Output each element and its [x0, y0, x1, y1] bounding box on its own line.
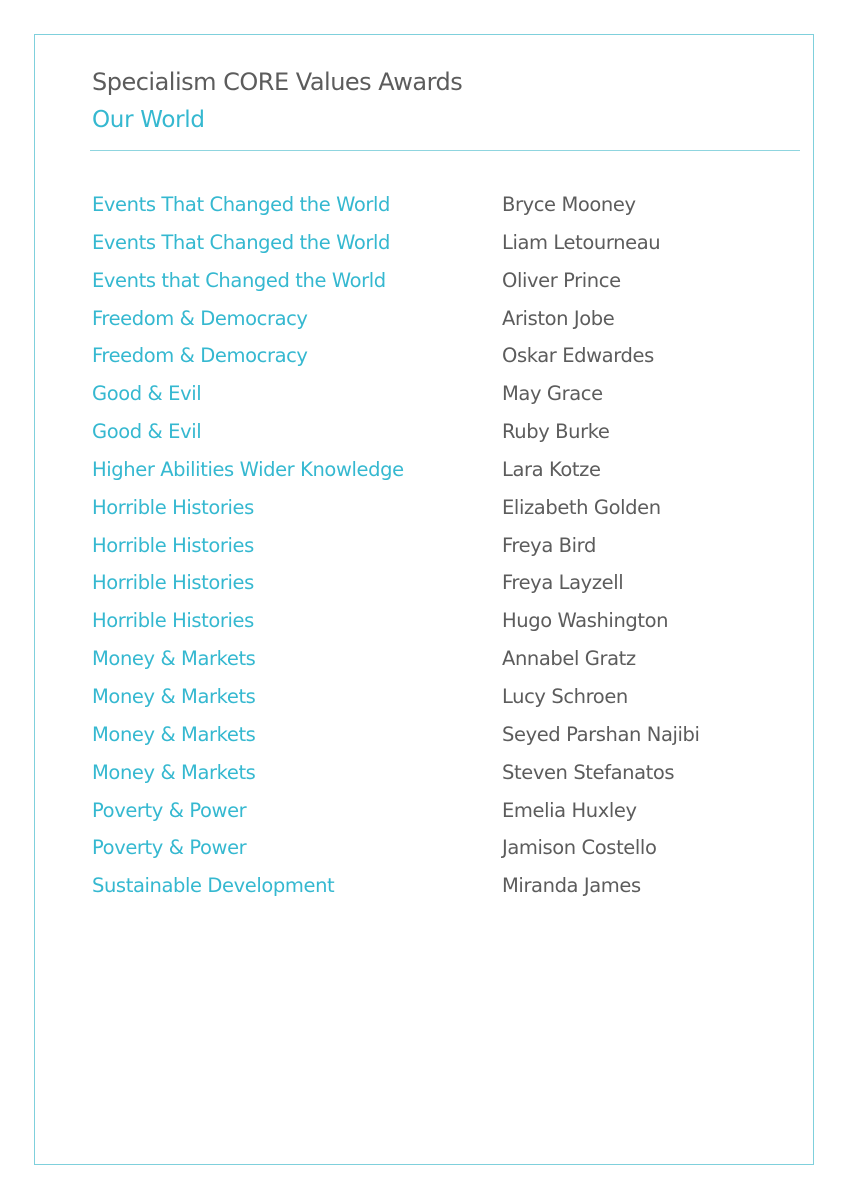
award-row [92, 337, 732, 375]
award-winner: Emelia Huxley [502, 798, 637, 822]
header-divider [90, 150, 800, 151]
award-winner: Bryce Mooney [502, 193, 636, 216]
award-category: Horrible Histories [92, 495, 254, 519]
award-winner: Annabel Gratz [502, 647, 636, 671]
award-winner: Liam Letourneau [502, 230, 661, 254]
award-category: Events that Changed the World [92, 268, 386, 292]
award-row [92, 829, 732, 867]
award-row [92, 640, 732, 678]
page-subtitle: Our World [92, 107, 205, 133]
award-winner: Elizabeth Golden [502, 495, 661, 519]
award-row [92, 564, 732, 602]
award-category: Money & Markets [92, 684, 256, 708]
award-category: Money & Markets [92, 722, 256, 746]
award-category: Money & Markets [92, 760, 256, 784]
award-winner: Ariston Jobe [502, 306, 615, 330]
award-category: Poverty & Power [92, 798, 247, 822]
award-winner: Lucy Schroen [502, 684, 628, 708]
award-row [92, 375, 732, 413]
award-winner: Lara Kotze [502, 457, 601, 481]
award-row [92, 186, 732, 224]
award-row [92, 300, 732, 338]
award-category: Money & Markets [92, 647, 256, 671]
award-winner: Oskar Edwardes [502, 344, 654, 368]
awards-list [92, 186, 732, 905]
award-category: Horrible Histories [92, 609, 254, 633]
award-winner: Oliver Prince [502, 268, 621, 292]
award-row [92, 224, 732, 262]
award-category: Poverty & Power [92, 836, 247, 860]
award-category: Sustainable Development [92, 874, 335, 898]
award-row [92, 867, 732, 905]
award-row [92, 413, 732, 451]
award-category: Horrible Histories [92, 533, 254, 557]
award-row [92, 792, 732, 830]
award-category: Horrible Histories [92, 571, 254, 595]
award-row [92, 451, 732, 489]
award-winner: May Grace [502, 382, 603, 406]
award-category: Good & Evil [92, 382, 202, 406]
award-winner: Ruby Burke [502, 420, 610, 444]
award-row [92, 489, 732, 527]
page-title: Specialism CORE Values Awards [92, 68, 463, 96]
award-category: Freedom & Democracy [92, 306, 308, 330]
award-row [92, 527, 732, 565]
award-row [92, 754, 732, 792]
award-row [92, 716, 732, 754]
award-category: Freedom & Democracy [92, 344, 308, 368]
award-winner: Freya Layzell [502, 571, 624, 595]
award-category: Events That Changed the World [92, 193, 391, 216]
award-winner: Miranda James [502, 874, 641, 898]
award-winner: Freya Bird [502, 533, 596, 557]
award-category: Good & Evil [92, 420, 202, 444]
award-category: Events That Changed the World [92, 230, 391, 254]
award-winner: Steven Stefanatos [502, 760, 675, 784]
award-category: Higher Abilities Wider Knowledge [92, 457, 404, 481]
award-row [92, 262, 732, 300]
award-row [92, 678, 732, 716]
award-winner: Seyed Parshan Najibi [502, 722, 700, 746]
award-winner: Hugo Washington [502, 609, 669, 633]
award-winner: Jamison Costello [502, 836, 657, 860]
award-row [92, 602, 732, 640]
